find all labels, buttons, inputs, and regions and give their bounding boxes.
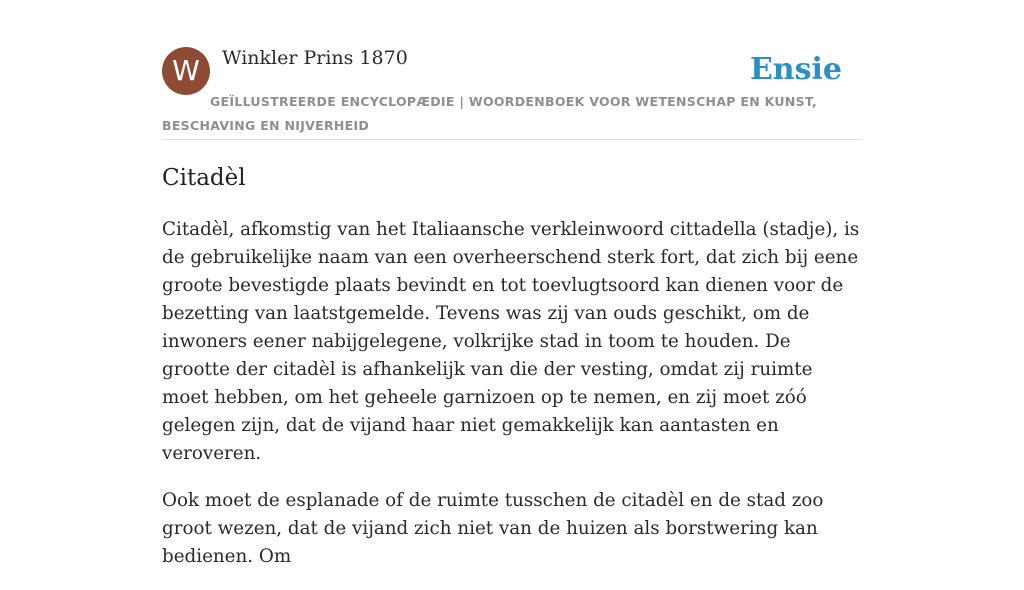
- ensie-logo[interactable]: Ensie: [749, 52, 842, 87]
- entry-paragraph: Ook moet de esplanade of de ruimte tusschen de citadèl en de stad zoo groot wezen, dat de vijand zich niet van de huizen als borstwering kan bedienen. Om: [162, 490, 824, 567]
- entry-content: [162, 216, 862, 590]
- source-avatar[interactable]: W: [162, 47, 210, 95]
- source-title-link[interactable]: Winkler Prins 1870: [222, 47, 408, 69]
- entry-paragraph: Citadèl, afkomstig van het Italiaansche verkleinwoord cittadella (stadje), is de gebruikelijke naam van een overheerschend sterk fort, dat zich bij eene groote bevestigde plaats bevindt en tot toevlugtsoord kan dienen voor de bezetting van laatstgemelde. Tevens was zij van ouds geschikt, om de inwoners eener nabijgelegene, volkrijke stad in toom te houden. De grootte der citadèl is afhankelijk van die der vesting, omdat zij ruimte moet hebben, om het geheele garnizoen op te nemen, en zij moet zóó gelegen zijn, dat de vijand haar niet gemakkelijk kan aantasten en veroveren.: [162, 219, 860, 464]
- entry-title: Citadèl: [162, 165, 246, 191]
- source-subtitle: GEÏLLUSTREERDE ENCYCLOPÆDIE | WOORDENBOEK VOOR WETENSCHAP EN KUNST, BESCHAVING EN NIJVERHEID: [162, 94, 818, 133]
- source-header: [162, 46, 862, 140]
